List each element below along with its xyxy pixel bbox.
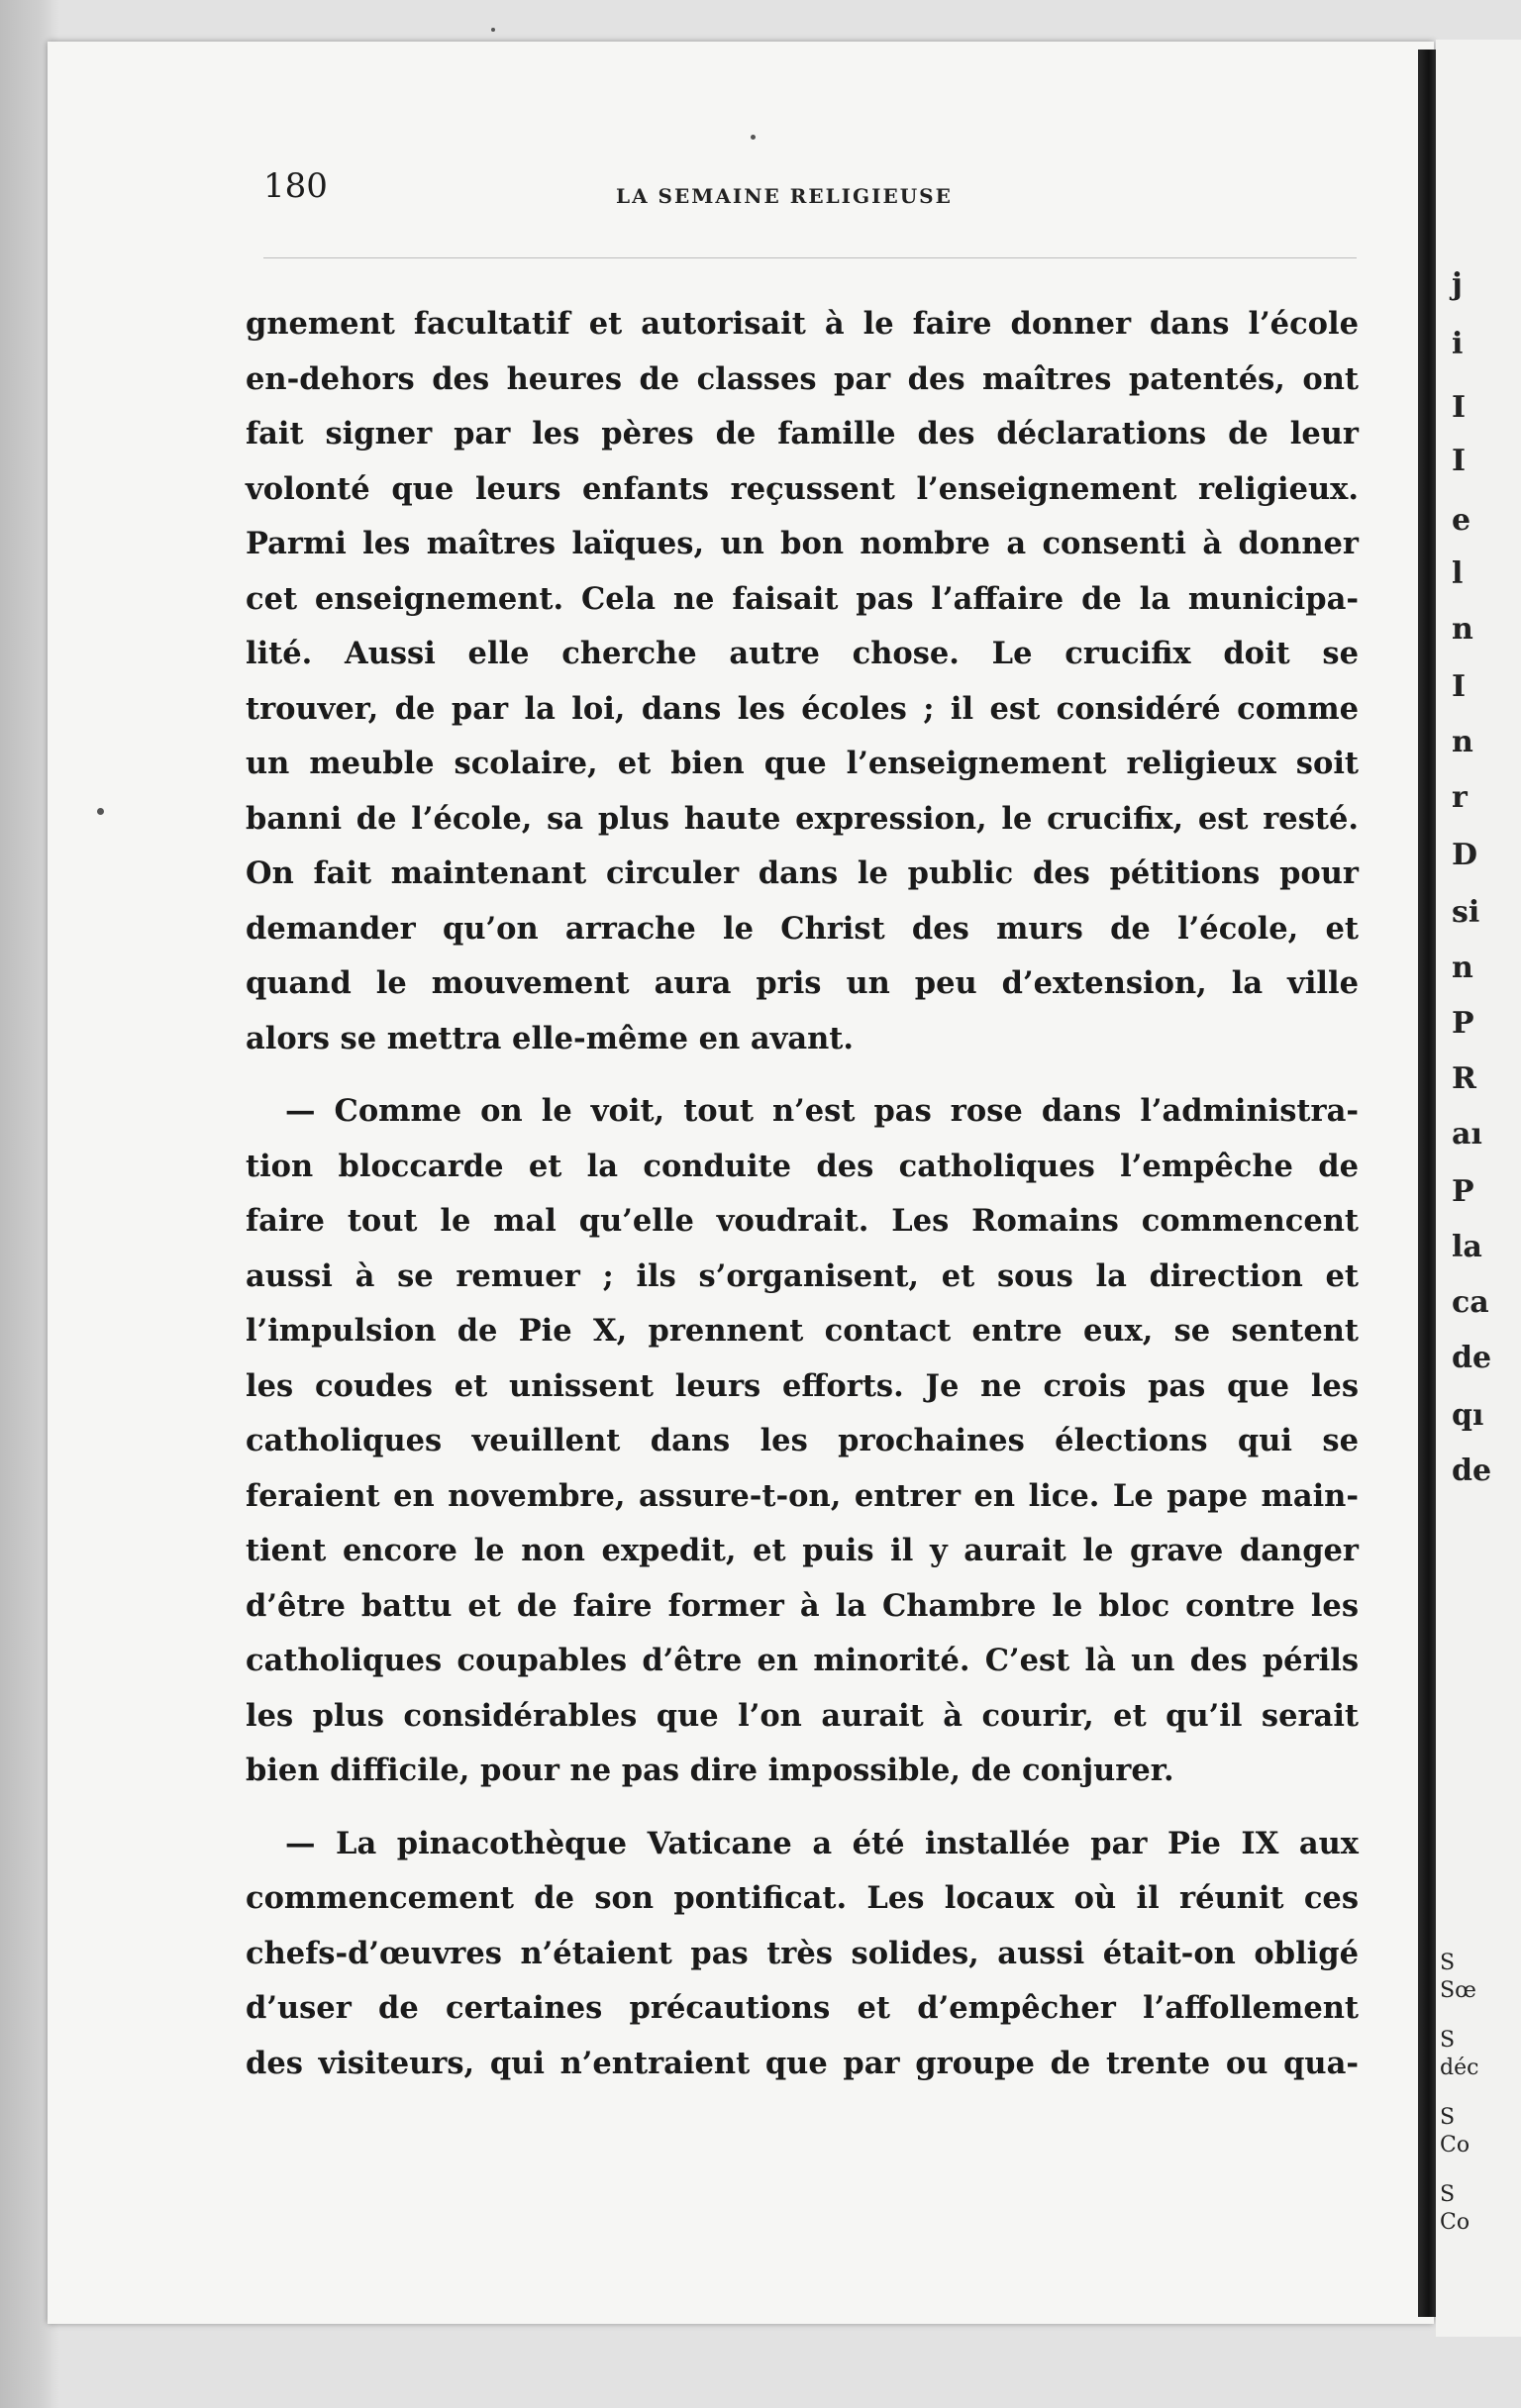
scan-speck — [491, 28, 495, 32]
adjacent-page-fragment: r — [1452, 780, 1468, 815]
text-line: un meuble scolaire, et bien que l’enseignement religieux soit — [246, 746, 1359, 781]
adjacent-page-fragment: n — [1452, 725, 1473, 759]
text-line: aussi à se remuer ; ils s’organisent, et sous la direction et — [246, 1257, 1359, 1294]
text-line: tient encore le non expedit, et puis il y aurait le grave danger — [246, 1533, 1359, 1568]
adjacent-page-fragment: la — [1452, 1230, 1482, 1264]
text-line: cet enseignement. Cela ne faisait pas l’affaire de la municipa- — [246, 580, 1359, 617]
text-line: On fait maintenant circuler dans le public des pétitions pour — [246, 855, 1359, 891]
text-line: demander qu’on arrache le Christ des murs de l’école, et — [246, 910, 1359, 947]
text-line: les coudes et unissent leurs efforts. Je ne crois pas que les — [246, 1367, 1359, 1404]
text-line: alors se mettra elle-même en avant. — [246, 1020, 854, 1056]
adjacent-page-footnote: S — [1440, 2182, 1456, 2207]
text-line: des visiteurs, qui n’entraient que par groupe de trente ou qua- — [246, 2045, 1359, 2081]
adjacent-page-footnote: S — [1440, 2105, 1456, 2130]
text-line: en-dehors des heures de classes par des maîtres patentés, ont — [246, 360, 1359, 397]
adjacent-page-fragment: P — [1452, 1174, 1474, 1209]
adjacent-page-fragment: P — [1452, 1006, 1474, 1041]
text-line: banni de l’école, sa plus haute expression, le crucifix, est resté. — [246, 800, 1359, 837]
scan-speck — [751, 135, 756, 140]
book-gutter — [1418, 50, 1436, 2317]
text-line: les plus considérables que l’on aurait à courir, et qu’il serait — [246, 1697, 1359, 1734]
page-body — [246, 297, 1359, 2091]
adjacent-page-footnote: déc — [1440, 2056, 1479, 2080]
adjacent-page-footnote: Sœ — [1440, 1978, 1476, 2003]
adjacent-page-fragment: aı — [1452, 1117, 1482, 1152]
adjacent-page-footnote: Co — [1440, 2133, 1470, 2157]
scan-speck — [97, 808, 104, 815]
adjacent-page-fragment: i — [1452, 327, 1464, 361]
adjacent-page-fragment: I — [1452, 444, 1467, 478]
text-line: gnement facultatif et autorisait à le faire donner dans l’école — [246, 306, 1359, 342]
text-line: fait signer par les pères de famille des déclarations de leur — [246, 416, 1359, 452]
text-line: commencement de son pontificat. Les locaux où il réunit ces — [246, 1880, 1359, 1916]
text-line: l’impulsion de Pie X, prennent contact entre eux, se sentent — [246, 1313, 1359, 1349]
text-line: bien difficile, pour ne pas dire impossible, de conjurer. — [246, 1753, 1174, 1788]
text-line: volonté que leurs enfants reçussent l’enseignement religieux. — [246, 470, 1359, 507]
adjacent-page-fragment: qı — [1452, 1398, 1484, 1433]
adjacent-page-fragment: de — [1452, 1454, 1492, 1488]
adjacent-page-fragment: D — [1452, 838, 1478, 872]
text-line: catholiques veuillent dans les prochaines élections qui se — [246, 1423, 1359, 1458]
paragraph-gap — [246, 1799, 1359, 1817]
adjacent-page-fragment: l — [1452, 556, 1464, 591]
page-number: 180 — [263, 166, 328, 206]
adjacent-page-footnote: S — [1440, 1951, 1456, 1975]
text-line: d’être battu et de faire former à la Chambre le bloc contre les — [246, 1587, 1359, 1624]
text-line: tion bloccarde et la conduite des catholiques l’empêche de — [246, 1148, 1359, 1184]
adjacent-page-fragment: R — [1452, 1061, 1476, 1096]
adjacent-page-footnote: Co — [1440, 2210, 1470, 2235]
text-line: chefs-d’œuvres n’étaient pas très solides, aussi était-on obligé — [246, 1935, 1359, 1971]
text-line: quand le mouvement aura pris un peu d’extension, la ville — [246, 965, 1359, 1001]
paragraph — [246, 1817, 1359, 2092]
adjacent-page-fragment: n — [1452, 951, 1473, 985]
adjacent-page-fragment: ca — [1452, 1285, 1489, 1320]
text-line: trouver, de par la loi, dans les écoles ; il est considéré comme — [246, 690, 1359, 727]
adjacent-page-fragment: I — [1452, 390, 1467, 425]
header-rule — [263, 257, 1357, 258]
text-line: — Comme on le voit, tout n’est pas rose dans l’administra- — [285, 1093, 1359, 1129]
adjacent-page-edge — [1436, 40, 1521, 2337]
text-line: — La pinacothèque Vaticane a été installée par Pie IX aux — [285, 1825, 1359, 1861]
adjacent-page-fragment: de — [1452, 1341, 1492, 1375]
text-line: d’user de certaines précautions et d’empêcher l’affollement — [246, 1990, 1359, 2026]
text-line: faire tout le mal qu’elle voudrait. Les Romains commencent — [246, 1203, 1359, 1239]
paragraph — [246, 1084, 1359, 1799]
page-header — [263, 166, 1353, 216]
text-line: Parmi les maîtres laïques, un bon nombre a consenti à donner — [246, 526, 1359, 561]
adjacent-page-fragment: n — [1452, 612, 1473, 647]
adjacent-page-footnote: S — [1440, 2028, 1456, 2053]
paragraph — [246, 297, 1359, 1066]
adjacent-page-fragment: si — [1452, 895, 1480, 930]
paragraph-gap — [246, 1066, 1359, 1084]
text-line: lité. Aussi elle cherche autre chose. Le crucifix doit se — [246, 636, 1359, 671]
text-line: feraient en novembre, assure-t-on, entrer en lice. Le pape main- — [246, 1477, 1359, 1514]
running-head: LA SEMAINE RELIGIEUSE — [616, 184, 953, 208]
adjacent-page-fragment: j — [1452, 267, 1463, 302]
text-line: catholiques coupables d’être en minorité. C’est là un des périls — [246, 1643, 1359, 1678]
adjacent-page-fragment: I — [1452, 669, 1467, 704]
adjacent-page-fragment: e — [1452, 503, 1471, 538]
